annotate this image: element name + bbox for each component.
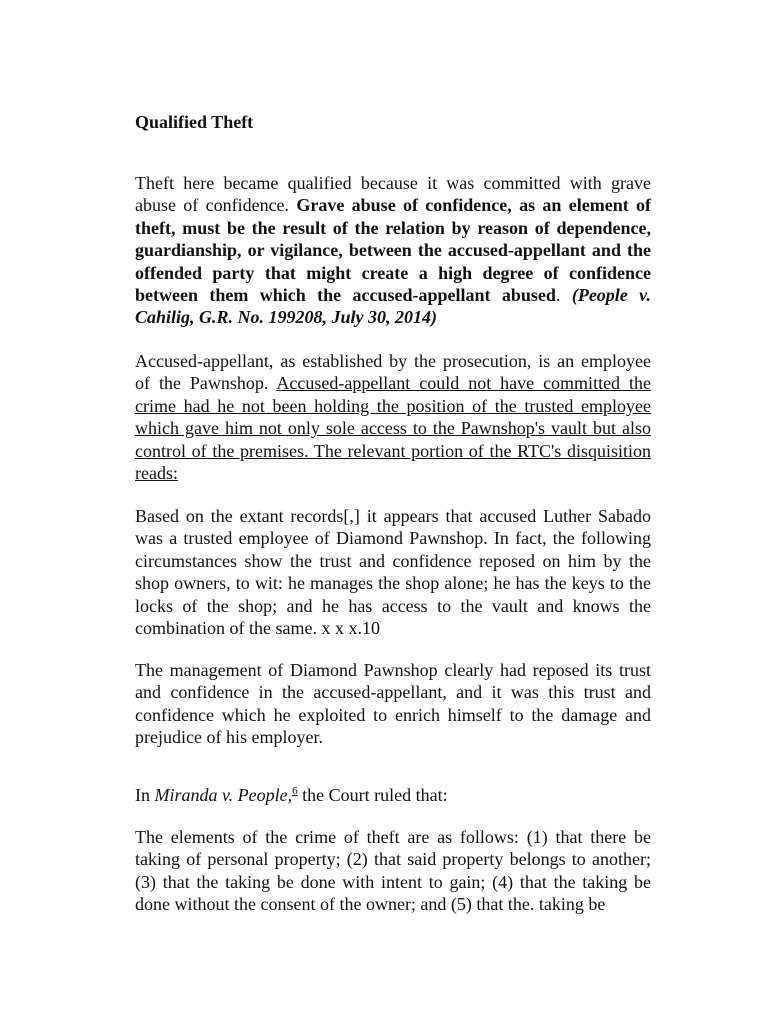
case-name: Miranda v. People, bbox=[154, 785, 293, 805]
bold-passage: Grave abuse of confidence, as an element of theft, must be the result of the relation by reason of dependence, guardianship, or vigilance, between the accused-appellant and the offended party that might create a high degree of confidence between them which the accused-appellant abused bbox=[135, 195, 652, 306]
case-citation: (People v. Cahilig, G.R. No. 199208, July 30, 2014) bbox=[135, 285, 652, 328]
paragraph-text: Accused-appellant, as established by the prosecution, is an employee of the Pawnshop. bbox=[135, 351, 651, 394]
document-title: Qualified Theft bbox=[135, 112, 254, 132]
paragraph-text: . bbox=[555, 285, 572, 306]
paragraph-grave-abuse bbox=[135, 172, 651, 329]
paragraph-text: the Court ruled that: bbox=[297, 785, 448, 805]
paragraph-management: The management of Diamond Pawnshop clearly had reposed its trust and confidence in the accused-appellant, and it was this trust and confidence which he exploited to enrich himself to the damage and prejudice of his employer. bbox=[135, 660, 651, 748]
underlined-passage: Accused-appellant could not have committed the crime had he not been holding the position of the trusted employee which gave him not only sole access to the Pawnshop's vault but also control of the premises. The relevant portion of the RTC's disquisition reads: bbox=[135, 373, 651, 484]
paragraph-miranda bbox=[135, 784, 651, 806]
paragraph-text: In bbox=[135, 785, 155, 805]
paragraph-elements-of-theft: The elements of the crime of theft are as follows: (1) that there be taking of personal property; (2) that said property belongs to another; (3) that the taking be done with intent to gain; (4) that the taking be done without the consent of the owner; and (5) that the. taking be bbox=[135, 827, 651, 915]
paragraph-extant-records: Based on the extant records[,] it appears that accused Luther Sabado was a trusted employee of Diamond Pawnshop. In fact, the following circumstances show the trust and confidence reposed on him by the shop owners, to wit: he manages the shop alone; he has the keys to the locks of the shop; and he has access to the vault and knows the combination of the same. x x x.10 bbox=[135, 506, 651, 639]
footnote-reference[interactable]: 6 bbox=[292, 785, 298, 797]
paragraph-text: Theft here became qualified because it was committed with grave abuse of confidence. bbox=[135, 173, 651, 216]
paragraph-accused-employee bbox=[135, 350, 651, 484]
